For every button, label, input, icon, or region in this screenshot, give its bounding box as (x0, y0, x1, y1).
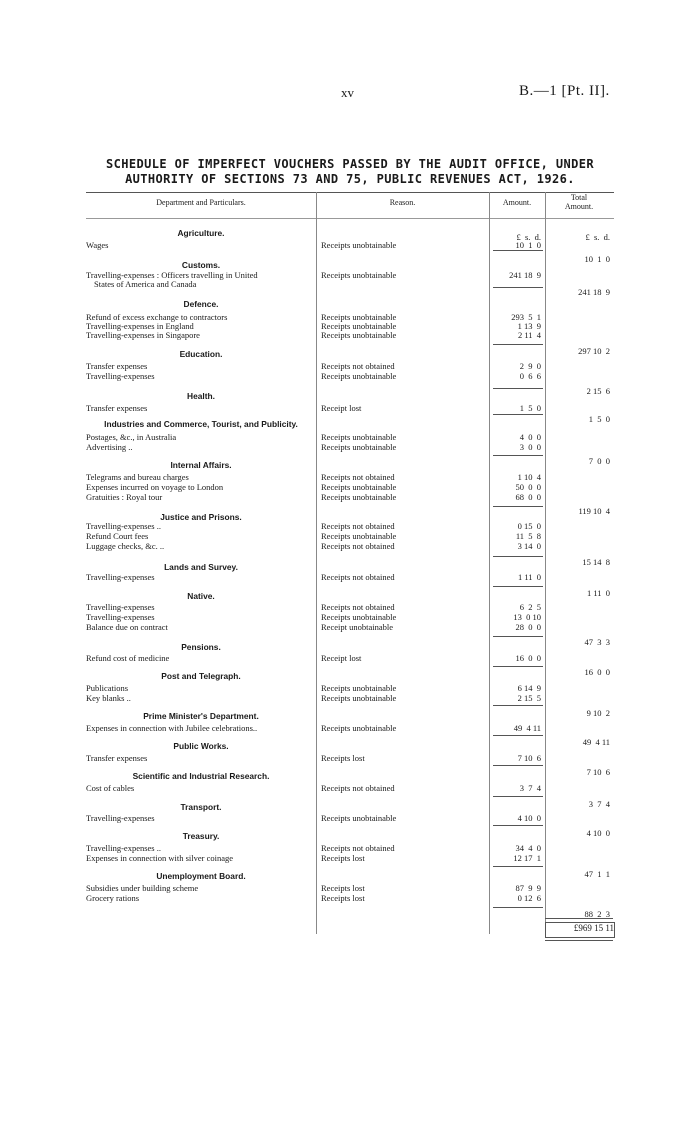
item-reason: Receipts unobtainable (321, 813, 397, 823)
department-total: 47 3 3 (584, 637, 610, 647)
page-number: xv (341, 85, 354, 100)
item-particulars: Subsidies under building scheme (86, 883, 199, 893)
subtotal-rule (493, 866, 543, 867)
department-total: 4 10 0 (586, 828, 610, 838)
subtotal-rule (493, 344, 543, 345)
department-heading: Justice and Prisons. (160, 512, 242, 522)
subtotal-rule (493, 907, 543, 908)
item-reason: Receipt lost (321, 403, 362, 413)
item-amount: 0 15 0 (517, 521, 541, 531)
department-total: 241 18 9 (578, 287, 610, 297)
item-particulars: Travelling-expenses (86, 371, 155, 381)
department-heading: Customs. (181, 260, 221, 270)
item-reason: Receipts unobtainable (321, 693, 397, 703)
subtotal-rule (493, 586, 543, 587)
item-particulars: Key blanks .. (86, 693, 131, 703)
subtotal-rule (493, 287, 543, 288)
item-particulars: Wages (86, 240, 109, 250)
item-amount: 16 0 0 (515, 653, 541, 663)
item-particulars: Transfer expenses (86, 361, 148, 371)
item-amount: 293 5 1 (511, 312, 541, 322)
item-amount: 50 0 0 (515, 482, 541, 492)
item-particulars: Luggage checks, &c. .. (86, 541, 165, 551)
department-heading: Treasury. (182, 831, 220, 841)
department-heading: Lands and Survey. (164, 562, 238, 572)
department-total: 10 1 0 (584, 254, 610, 264)
department-total: 7 10 6 (586, 767, 610, 777)
item-reason: Receipts unobtainable (321, 321, 397, 331)
subtotal-rule (493, 705, 543, 706)
item-particulars: Refund of excess exchange to contractors (86, 312, 228, 322)
item-amount: 10 1 0 (515, 240, 541, 250)
currency-header-total: £ s. d. (585, 232, 610, 242)
item-reason: Receipts unobtainable (321, 432, 397, 442)
department-total: 49 4 11 (582, 737, 610, 747)
department-heading: Health. (187, 391, 215, 401)
column-divider-reason (316, 192, 317, 934)
subtotal-rule (493, 636, 543, 637)
item-particulars: Travelling-expenses in England (86, 321, 194, 331)
item-amount: 4 10 0 (517, 813, 541, 823)
item-particulars: Refund cost of medicine (86, 653, 170, 663)
grand-total-rule (545, 918, 613, 919)
item-amount: 3 0 0 (519, 442, 541, 452)
column-header-total-line1: Total (570, 193, 588, 202)
item-amount: 3 7 4 (519, 783, 541, 793)
item-amount: 1 13 9 (517, 321, 541, 331)
department-total: 7 0 0 (588, 456, 610, 466)
department-total: 297 10 2 (578, 346, 610, 356)
department-heading: Internal Affairs. (170, 460, 232, 470)
item-reason: Receipts lost (321, 893, 365, 903)
column-divider-amount (489, 192, 490, 934)
item-reason: Receipts unobtainable (321, 371, 397, 381)
department-total: 2 15 6 (586, 386, 610, 396)
department-heading: Prime Minister's Department. (143, 711, 259, 721)
item-particulars: Gratuities : Royal tour (86, 492, 163, 502)
item-amount: 1 11 0 (517, 572, 541, 582)
item-particulars: Advertising .. (86, 442, 133, 452)
item-amount: 49 4 11 (513, 723, 541, 733)
item-reason: Receipt lost (321, 653, 362, 663)
subtotal-rule (493, 735, 543, 736)
column-divider-total (545, 192, 546, 934)
department-heading: Scientific and Industrial Research. (132, 771, 270, 781)
item-reason: Receipts unobtainable (321, 442, 397, 452)
column-header-amount: Amount. (502, 198, 532, 207)
item-particulars: Travelling-expenses (86, 813, 155, 823)
item-amount: 241 18 9 (509, 270, 541, 280)
item-amount: 34 4 0 (515, 843, 541, 853)
item-amount: 6 2 5 (519, 602, 541, 612)
item-reason: Receipts not obtained (321, 602, 395, 612)
department-total: 3 7 4 (588, 799, 610, 809)
item-reason: Receipts not obtained (321, 572, 395, 582)
item-amount: 12 17 1 (513, 853, 541, 863)
item-particulars: Publications (86, 683, 129, 693)
subtotal-rule (493, 250, 543, 251)
department-total: 47 1 1 (584, 869, 610, 879)
table-header-rule (86, 218, 614, 219)
item-amount: 87 9 9 (515, 883, 541, 893)
item-particulars: Travelling-expenses (86, 572, 155, 582)
item-reason: Receipts unobtainable (321, 723, 397, 733)
department-total: 15 14 8 (582, 557, 610, 567)
item-amount: 1 10 4 (517, 472, 541, 482)
item-reason: Receipts unobtainable (321, 612, 397, 622)
item-reason: Receipts unobtainable (321, 531, 397, 541)
item-reason: Receipts not obtained (321, 541, 395, 551)
item-reason: Receipts lost (321, 883, 365, 893)
item-particulars: Transfer expenses (86, 403, 148, 413)
grand-total: £969 15 11 (545, 922, 615, 938)
subtotal-rule (493, 796, 543, 797)
item-amount: 11 5 8 (515, 531, 541, 541)
subtotal-rule (493, 414, 543, 415)
table-top-rule (86, 192, 614, 193)
department-heading: Industries and Commerce, Tourist, and Publicity. (104, 419, 298, 429)
item-reason: Receipts unobtainable (321, 330, 397, 340)
item-reason: Receipts unobtainable (321, 683, 397, 693)
item-reason: Receipts not obtained (321, 521, 395, 531)
item-particulars: Postages, &c., in Australia (86, 432, 177, 442)
subtotal-rule (493, 506, 543, 507)
subtotal-rule (493, 556, 543, 557)
item-amount: 4 0 0 (519, 432, 541, 442)
item-reason: Receipts unobtainable (321, 312, 397, 322)
item-amount: 0 12 6 (517, 893, 541, 903)
department-heading: Unemployment Board. (156, 871, 246, 881)
subtotal-rule (493, 825, 543, 826)
subtotal-rule (493, 666, 543, 667)
item-particulars: Grocery rations (86, 893, 140, 903)
item-particulars: Travelling-expenses in Singapore (86, 330, 200, 340)
item-amount: 28 0 0 (515, 622, 541, 632)
department-heading: Public Works. (173, 741, 229, 751)
item-reason: Receipt unobtainable (321, 622, 393, 632)
item-amount: 3 14 0 (517, 541, 541, 551)
item-amount: 7 10 6 (517, 753, 541, 763)
currency-header-amount: £ s. d. (516, 232, 541, 242)
item-reason: Receipts unobtainable (321, 270, 397, 280)
item-particulars: Expenses incurred on voyage to London (86, 482, 224, 492)
item-amount: 6 14 9 (517, 683, 541, 693)
item-reason: Receipts unobtainable (321, 482, 397, 492)
department-heading: Agriculture. (177, 228, 225, 238)
department-total: 9 10 2 (586, 708, 610, 718)
subtotal-rule (493, 455, 543, 456)
item-reason: Receipts unobtainable (321, 492, 397, 502)
item-reason: Receipts not obtained (321, 783, 395, 793)
item-reason: Receipts not obtained (321, 361, 395, 371)
item-amount: 1 5 0 (519, 403, 541, 413)
item-reason: Receipts unobtainable (321, 240, 397, 250)
item-amount: 68 0 0 (515, 492, 541, 502)
item-particulars: Expenses in connection with Jubilee celebrations.. (86, 723, 258, 733)
page-reference: B.—1 [Pt. II]. (519, 83, 610, 99)
department-total: 1 5 0 (588, 414, 610, 424)
item-particulars: Transfer expenses (86, 753, 148, 763)
item-amount: 2 15 5 (517, 693, 541, 703)
column-header-reason: Reason. (389, 198, 416, 207)
department-total: 119 10 4 (578, 506, 610, 516)
department-heading: Native. (187, 591, 215, 601)
item-amount: 2 11 4 (517, 330, 541, 340)
item-particulars: Expenses in connection with silver coinage (86, 853, 234, 863)
item-particulars: Travelling-expenses : Officers travelling in United (86, 270, 258, 280)
item-particulars: Travelling-expenses .. (86, 843, 161, 853)
item-amount: 2 9 0 (519, 361, 541, 371)
department-heading: Post and Telegraph. (161, 671, 241, 681)
item-particulars-continued: States of America and Canada (94, 279, 197, 289)
schedule-title-line2: AUTHORITY OF SECTIONS 73 AND 75, PUBLIC REVENUES ACT, 1926. (125, 172, 575, 186)
item-reason: Receipts lost (321, 853, 365, 863)
item-particulars: Refund Court fees (86, 531, 149, 541)
item-reason: Receipts lost (321, 753, 365, 763)
item-reason: Receipts not obtained (321, 472, 395, 482)
item-reason: Receipts not obtained (321, 843, 395, 853)
item-amount: 0 6 6 (519, 371, 541, 381)
department-heading: Pensions. (181, 642, 221, 652)
subtotal-rule (493, 388, 543, 389)
item-particulars: Travelling-expenses .. (86, 521, 161, 531)
department-heading: Defence. (183, 299, 219, 309)
department-total: 1 11 0 (586, 588, 610, 598)
column-header-department: Department and Particulars. (156, 198, 246, 207)
subtotal-rule (493, 765, 543, 766)
department-total: 88 2 3 (584, 909, 610, 919)
item-particulars: Telegrams and bureau charges (86, 472, 189, 482)
item-particulars: Travelling-expenses (86, 602, 155, 612)
department-heading: Education. (179, 349, 223, 359)
grand-total-double-rule (545, 940, 613, 941)
item-particulars: Cost of cables (86, 783, 135, 793)
schedule-title-line1: SCHEDULE OF IMPERFECT VOUCHERS PASSED BY THE AUDIT OFFICE, UNDER (106, 157, 594, 171)
department-total: 16 0 0 (584, 667, 610, 677)
item-amount: 13 0 10 (513, 612, 541, 622)
column-header-total-line2: Amount. (564, 202, 594, 211)
item-particulars: Travelling-expenses (86, 612, 155, 622)
department-heading: Transport. (180, 802, 222, 812)
item-particulars: Balance due on contract (86, 622, 168, 632)
